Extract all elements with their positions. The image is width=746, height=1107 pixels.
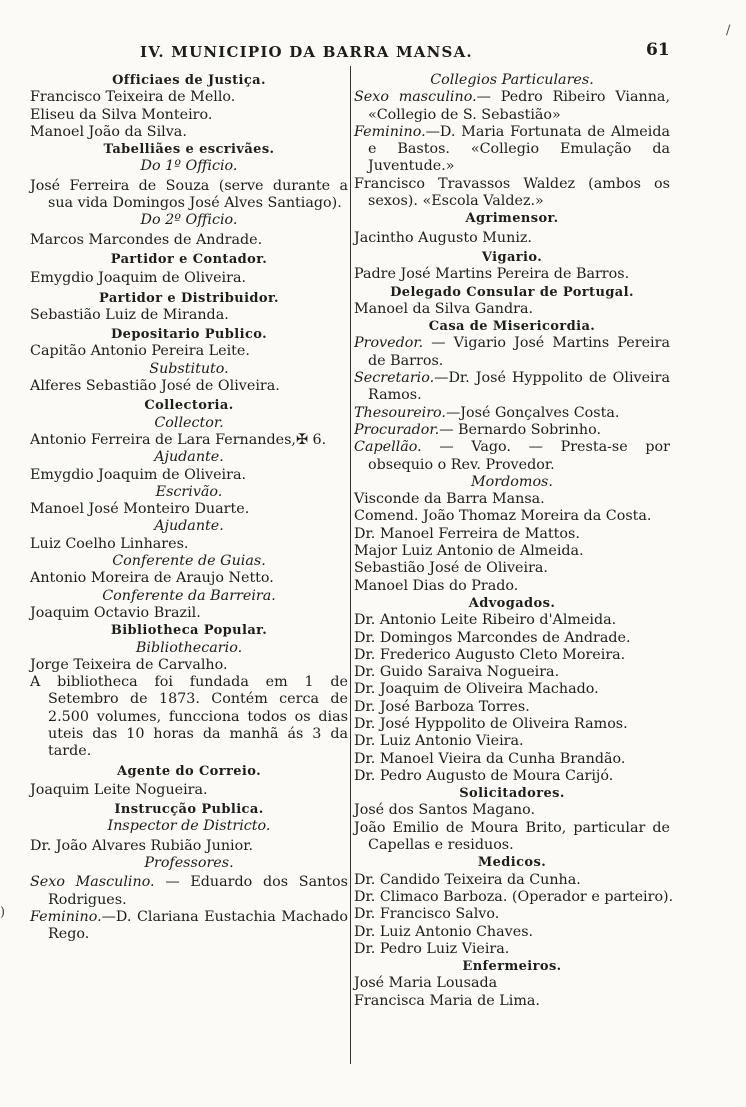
entry-text	[354, 335, 670, 370]
subheading: Bibliothecario.	[135, 639, 243, 656]
entry-value: — Eduardo dos Santos Rodrigues.	[48, 874, 348, 908]
entry-text: Manoel José Monteiro Duarte.	[30, 501, 250, 518]
section-heading: Instrucção Publica.	[114, 802, 264, 818]
section-heading: Vigario.	[481, 249, 543, 265]
subheading: Conferente de Guias.	[112, 553, 266, 570]
list-item: Manoel João da Silva.	[30, 123, 187, 140]
column-divider	[350, 66, 351, 1064]
entry-text	[354, 405, 670, 422]
subheading: Collector.	[154, 414, 224, 431]
subheading: Mordomos.	[471, 473, 553, 490]
list-item: Dr. Pedro Augusto de Moura Carijó.	[354, 767, 614, 784]
section-heading: Enfermeiros.	[462, 959, 562, 975]
section-heading: Officiaes de Justiça.	[112, 73, 266, 88]
list-item: Major Luiz Antonio de Almeida.	[354, 543, 584, 560]
page-title: IV. MUNICIPIO DA BARRA MANSA.	[140, 43, 473, 61]
section-heading: Tabelliães e escrivães.	[103, 142, 275, 158]
list-item: Dr. José Barboza Torres.	[354, 698, 530, 715]
list-item: Dr. Francisco Salvo.	[354, 906, 500, 923]
section-heading: Solicitadores.	[459, 786, 565, 802]
entry-text: Antonio Moreira de Araujo Netto.	[30, 570, 274, 587]
entry-label: Secretario.	[354, 370, 435, 387]
list-item: Visconde da Barra Mansa.	[354, 491, 545, 508]
section-heading: Casa de Misericordia.	[428, 319, 596, 335]
subheading: Escrivão.	[155, 483, 223, 500]
subheading: Inspector de Districto.	[107, 818, 271, 835]
section-heading: Partidor e Distribuidor.	[99, 290, 279, 306]
subheading: Substituto.	[149, 360, 229, 377]
list-item: Sebastião José de Oliveira.	[354, 560, 548, 577]
section-heading: Agente do Correio.	[116, 763, 262, 779]
entry-value: — Bernardo Sobrinho.	[439, 421, 601, 438]
entry-text	[354, 124, 670, 176]
section-heading: Partidor e Contador.	[110, 251, 268, 267]
subheading: Do 1º Officio.	[140, 158, 238, 175]
entry-label: Capellão.	[354, 439, 422, 456]
section-heading: Advogados.	[468, 595, 556, 611]
subheading: Conferente da Barreira.	[102, 587, 276, 604]
entry-text	[354, 89, 670, 124]
entry-text	[30, 909, 348, 944]
list-item: Francisco Teixeira de Mello.	[30, 89, 236, 106]
entry-text	[354, 439, 670, 474]
section-heading: Bibliotheca Popular.	[110, 623, 268, 639]
entry-text: Marcos Marcondes de Andrade.	[30, 231, 263, 248]
entry-value: — Vago. — Presta-se por obsequio o Rev. Provedor.	[368, 439, 670, 473]
entry-text	[354, 422, 670, 439]
entry-label: Sexo masculino.	[354, 89, 477, 106]
page-header	[0, 40, 746, 70]
entry-value: — Vigario José Martins Pereira de Barros.	[368, 335, 670, 369]
section-heading: Delegado Consular de Portugal.	[390, 284, 634, 300]
list-item: Dr. José Hyppolito de Oliveira Ramos.	[354, 715, 628, 732]
entry-text: Antonio Ferreira de Lara Fernandes,✠ 6.	[30, 431, 327, 448]
list-item: Dr. Luiz Antonio Vieira.	[354, 733, 524, 750]
entry-label: Procurador.	[354, 421, 440, 438]
subheading: Ajudante.	[154, 518, 224, 535]
entry-text: Emygdio Joaquim de Oliveira.	[30, 270, 247, 287]
entry-text: Dr. João Alvares Rubião Junior.	[30, 837, 254, 854]
list-item: Dr. Frederico Augusto Cleto Moreira.	[354, 646, 626, 663]
section-heading: Collectoria.	[144, 398, 234, 414]
page-number: 61	[646, 40, 670, 60]
entry-text: Joaquim Leite Nogueira.	[30, 781, 208, 798]
list-item: Dr. Climaco Barboza. (Operador e parteiro).	[354, 888, 674, 905]
list-item: Dr. Domingos Marcondes de Andrade.	[354, 629, 631, 646]
margin-mark: )	[0, 905, 6, 920]
list-item: Eliseu da Silva Monteiro.	[30, 106, 213, 123]
entry-value: —Dr. José Hyppolito de Oliveira Ramos.	[368, 370, 670, 404]
entry-text	[354, 370, 670, 405]
entry-text: Francisco Travassos Waldez (ambos os sexos). «Escola Valdez.»	[354, 175, 670, 210]
entry-label: Feminino.	[30, 908, 102, 925]
list-item: Dr. Pedro Luiz Vieira.	[354, 940, 510, 957]
entry-label: Feminino.	[354, 123, 426, 140]
list-item: Comend. João Thomaz Moreira da Costa.	[354, 508, 652, 525]
list-item: Francisca Maria de Lima.	[354, 992, 540, 1009]
entry-text: Manoel da Silva Gandra.	[354, 300, 534, 317]
subheading: Do 2º Officio.	[140, 212, 238, 229]
entry-text: Luiz Coelho Linhares.	[30, 535, 189, 552]
list-item: João Emilio de Moura Brito, particular de Capellas e residuos.	[354, 819, 670, 854]
right-column	[354, 72, 674, 1010]
subheading: Ajudante.	[154, 449, 224, 466]
list-item: Dr. Joaquim de Oliveira Machado.	[354, 681, 599, 698]
stray-mark: /	[726, 23, 731, 38]
entry-value: —D. Clariana Eustachia Machado Rego.	[48, 908, 348, 943]
entry-value: —D. Maria Fortunata de Almeida e Bastos. «Collegio Emulação da Juventude.»	[368, 123, 670, 175]
entry-text: José Ferreira de Souza (serve durante a sua vida Domingos José Alves Santiago).	[30, 177, 348, 212]
entry-text: Jacintho Augusto Muniz.	[354, 229, 532, 246]
entry-text: Alferes Sebastião José de Oliveira.	[30, 378, 280, 395]
subheading: Professores.	[144, 855, 234, 872]
list-item: Manoel Dias do Prado.	[354, 577, 519, 594]
entry-text: A bibliotheca foi fundada em 1 de Setembro de 1873. Contém cerca de 2.500 volumes, funcciona todos os dias uteis das 10 horas da manhã ás 3 da tarde.	[30, 674, 348, 760]
entry-text: Sebastião Luiz de Miranda.	[30, 306, 229, 323]
entry-text: Padre José Martins Pereira de Barros.	[354, 266, 630, 283]
entry-text: Jorge Teixeira de Carvalho.	[30, 656, 228, 673]
entry-value: — Pedro Ribeiro Vianna, «Collegio de S. Sebastião»	[368, 89, 670, 123]
entry-text: Capitão Antonio Pereira Leite.	[30, 343, 250, 360]
entry-text: Joaquim Octavio Brazil.	[30, 604, 201, 621]
list-item: José Maria Lousada	[354, 975, 498, 992]
entry-label: Provedor.	[354, 335, 424, 352]
entry-text: Emygdio Joaquim de Oliveira.	[30, 466, 247, 483]
list-item: Dr. Luiz Antonio Chaves.	[354, 923, 534, 940]
section-heading: Medicos.	[477, 855, 547, 871]
list-item: Dr. Guido Saraiva Nogueira.	[354, 664, 560, 681]
list-item: Dr. Manoel Vieira da Cunha Brandão.	[354, 750, 626, 767]
left-column	[30, 72, 348, 944]
list-item: Dr. Antonio Leite Ribeiro d'Almeida.	[354, 612, 617, 629]
list-item: José dos Santos Magano.	[354, 802, 536, 819]
list-item: Dr. Manoel Ferreira de Mattos.	[354, 525, 580, 542]
entry-label: Sexo Masculino.	[30, 874, 155, 891]
subheading: Collegios Particulares.	[430, 72, 594, 88]
entry-value: —José Gonçalves Costa.	[445, 404, 620, 421]
entry-text	[30, 874, 348, 909]
section-heading: Agrimensor.	[465, 211, 559, 227]
entry-label: Thesoureiro.	[354, 404, 446, 421]
list-item: Dr. Candido Teixeira da Cunha.	[354, 871, 581, 888]
section-heading: Depositario Publico.	[110, 327, 268, 343]
